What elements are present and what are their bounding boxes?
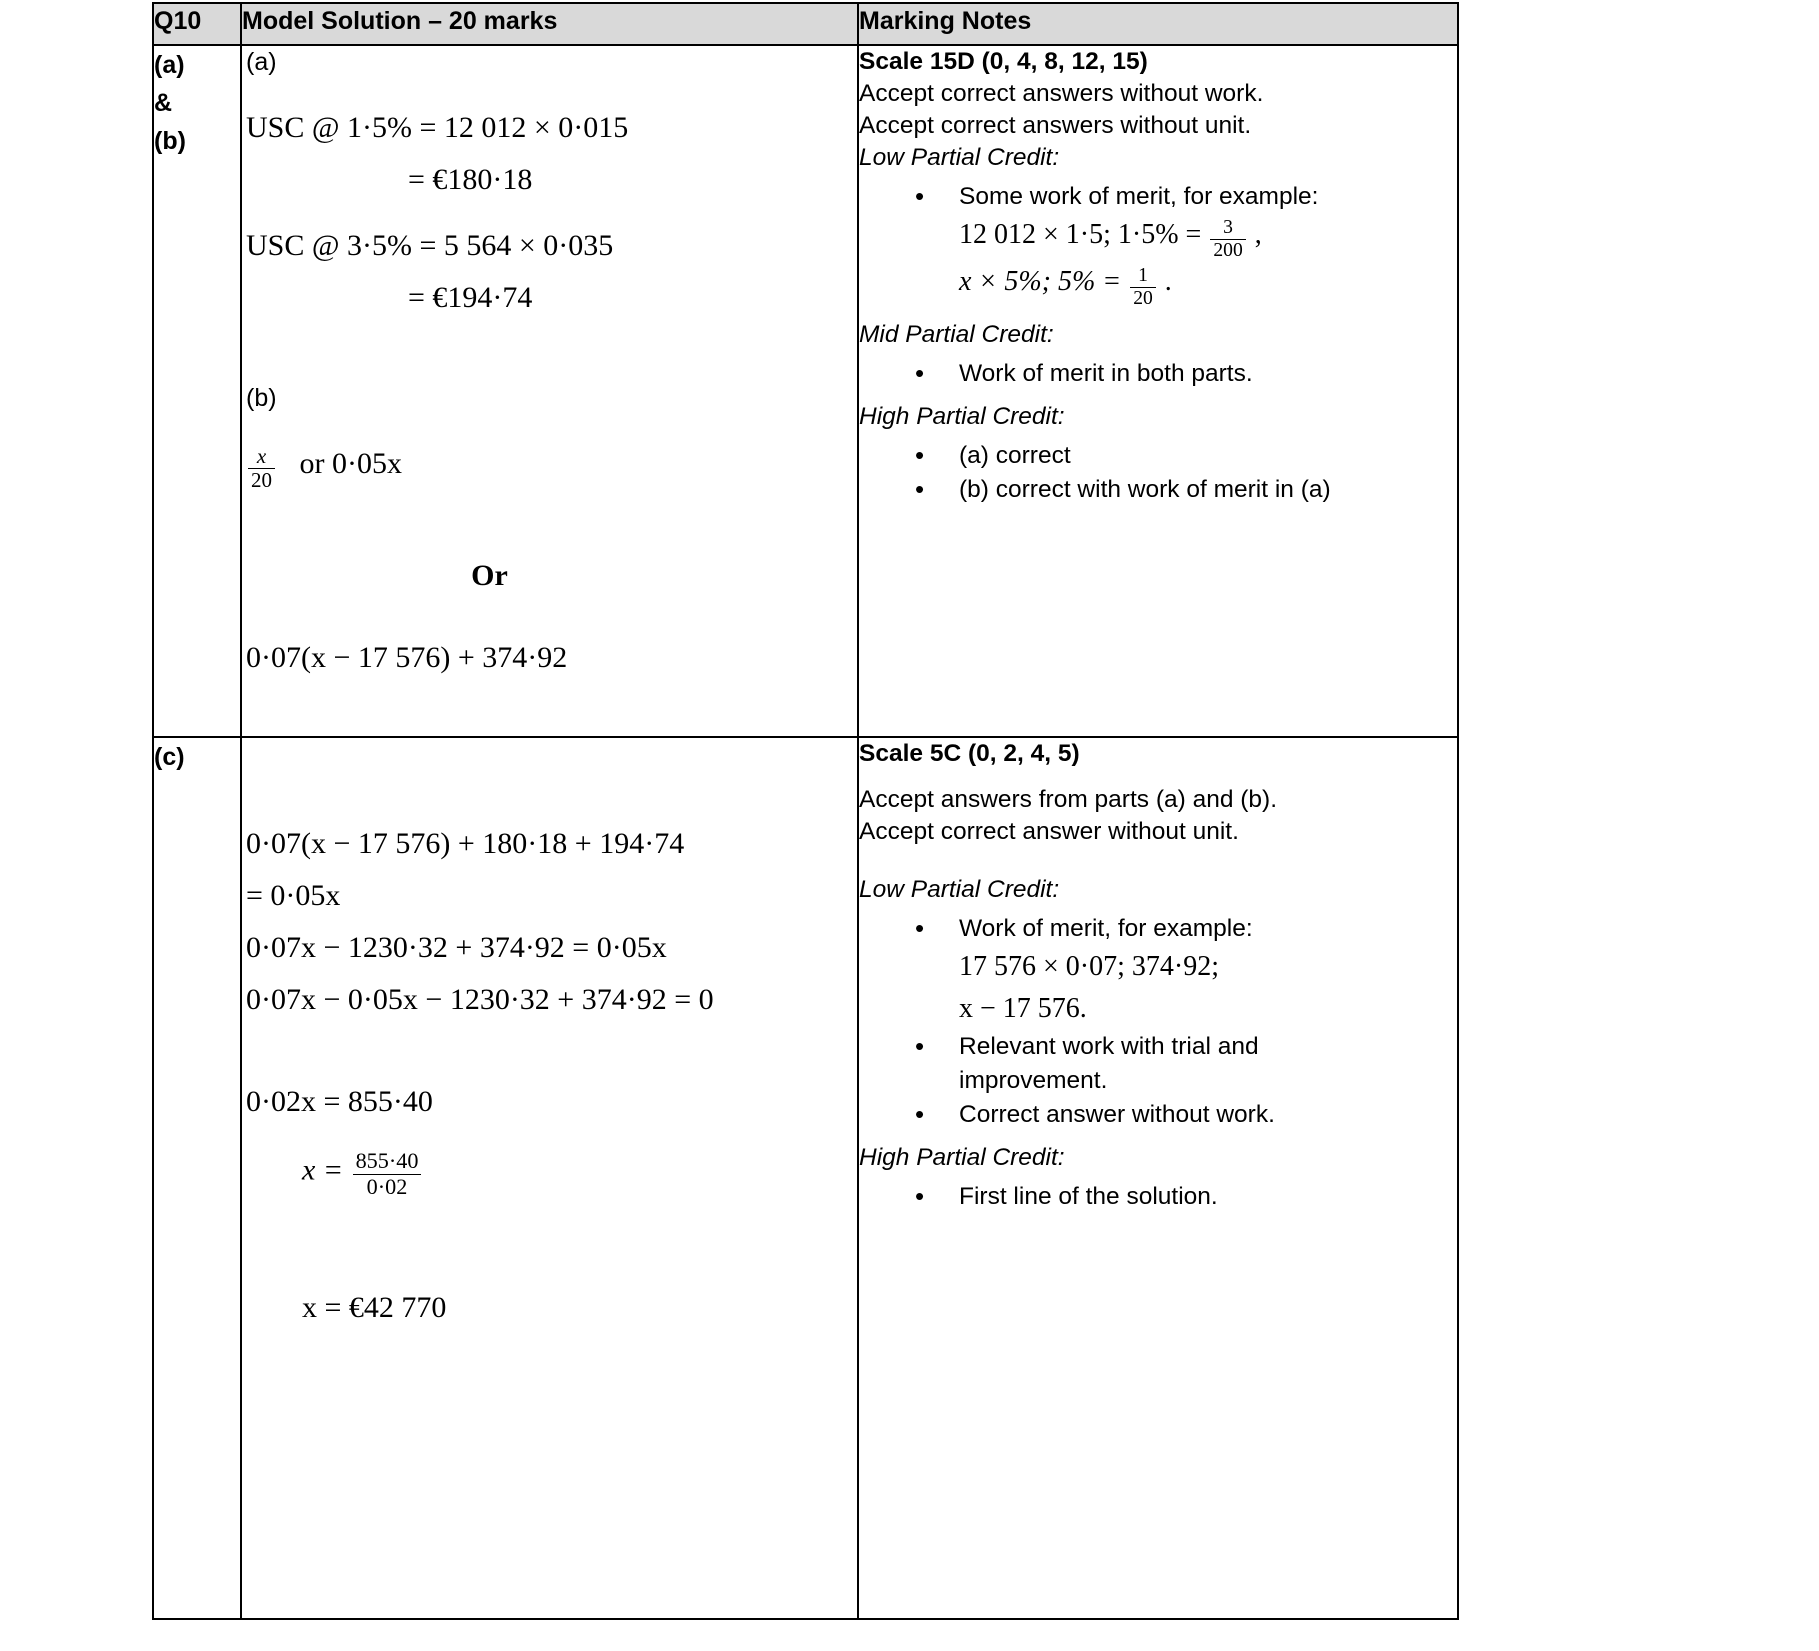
marking-notes-c-cell	[858, 737, 1458, 1619]
notes-c-low-bullet-text-2a: Relevant work with trial and	[959, 1033, 1259, 1060]
solution-line-b-tail-text: or 0·05x	[299, 447, 402, 481]
notes-mid-partial-bullets	[859, 357, 1457, 391]
spacer	[242, 268, 857, 280]
spacer	[242, 594, 857, 640]
notes-c-low-math-line-1: 17 576 × 0·07; 374·92;	[959, 951, 1219, 982]
spacer	[242, 320, 857, 382]
header-marking-notes: Marking Notes	[858, 3, 1458, 45]
fraction-numerator: 1	[1138, 264, 1148, 286]
notes-low-bullet-text: Some work of merit, for example:	[959, 183, 1319, 210]
notes-low-math-2-punct: .	[1164, 266, 1172, 298]
fraction-denominator: 20	[1130, 287, 1156, 309]
notes-high-bullet-text-1: (a) correct	[959, 441, 1071, 469]
notes-low-math-1-punct: ,	[1254, 219, 1262, 250]
header-question-number: Q10	[153, 3, 241, 45]
notes-c-low-partial-heading: Low Partial Credit:	[859, 876, 1060, 903]
list-item	[915, 1180, 1457, 1214]
notes-c-accept-line-1: Accept answers from parts (a) and (b).	[859, 786, 1278, 813]
fraction-denominator: 200	[1210, 239, 1245, 261]
notes-mid-bullet-text: Work of merit in both parts.	[959, 359, 1253, 387]
notes-low-math-line-1: 12 012 × 1·5; 1·5% = $\frac{3}{200}$ ,	[959, 217, 1262, 262]
question-part-c-cell	[153, 737, 241, 1619]
spacer	[859, 770, 1457, 784]
question-part-ab-cell	[153, 45, 241, 737]
spacer	[242, 150, 857, 162]
list-item	[915, 439, 1457, 473]
model-solution-c-cell	[241, 737, 858, 1619]
spacer	[242, 800, 857, 826]
list-item	[915, 180, 1457, 309]
notes-accept-line-1: Accept correct answers without work.	[859, 80, 1264, 107]
fraction-denominator: 20	[248, 468, 275, 491]
solution-c-line-3: 0·07x − 1230·32 + 374·92 = 0·05x	[246, 931, 667, 964]
list-item	[915, 473, 1457, 507]
solution-c-line-6	[302, 1150, 857, 1198]
notes-high-partial-bullets	[859, 439, 1457, 507]
table-row	[153, 45, 1458, 737]
question-part-label-c: (c)	[154, 743, 185, 771]
spacer	[242, 496, 857, 558]
solution-c-line-4: 0·07x − 0·05x − 1230·32 + 374·92 = 0	[246, 983, 714, 1016]
solution-c-final-answer: x = €42 770	[302, 1291, 447, 1325]
fraction-1-over-20	[1130, 266, 1156, 309]
fraction-denominator: 0·02	[353, 1174, 422, 1199]
question-part-label-a: (a)	[154, 51, 185, 79]
solution-c-line-2: = 0·05x	[246, 879, 341, 912]
solution-c-line-6-lhs: x =	[302, 1153, 344, 1187]
spacer	[242, 202, 857, 228]
notes-low-math-line-2: x × 5%; 5% = $\frac{1}{20}$ .	[959, 264, 1172, 309]
spacer	[859, 848, 1457, 874]
spacer	[242, 1022, 857, 1084]
fraction-numerator: 855·40	[355, 1148, 419, 1173]
solution-line-b-expression	[246, 446, 857, 492]
solution-line-usc-35-result: = €194·74	[408, 281, 533, 314]
solution-line-usc-15-result: = €180·18	[408, 163, 533, 196]
spacer	[242, 1202, 857, 1264]
notes-c-high-partial-heading: High Partial Credit:	[859, 1144, 1065, 1171]
spacer	[242, 420, 857, 446]
notes-c-low-math-line-2: x − 17 576.	[959, 993, 1087, 1024]
solution-part-b-label: (b)	[246, 384, 277, 412]
solution-line-usc-35: USC @ 3·5% = 5 564 × 0·035	[246, 229, 614, 262]
fraction-3-over-200	[1210, 218, 1245, 261]
list-item	[915, 912, 1457, 1030]
spacer	[242, 1124, 857, 1150]
list-item	[915, 357, 1457, 391]
solution-part-a-label: (a)	[246, 48, 277, 76]
marking-notes-ab-cell	[858, 45, 1458, 737]
question-part-label-b: (b)	[154, 127, 186, 155]
spacer	[242, 1264, 857, 1290]
notes-c-low-bullet-text-3: Correct answer without work.	[959, 1101, 1275, 1128]
model-solution-ab-cell	[241, 45, 858, 737]
notes-mid-partial-heading: Mid Partial Credit:	[859, 320, 1054, 348]
question-part-label-ampersand: &	[154, 89, 173, 117]
notes-high-bullet-text-2: (b) correct with work of merit in (a)	[959, 475, 1331, 503]
notes-accept-line-2: Accept correct answers without unit.	[859, 112, 1252, 139]
solution-line-usc-15: USC @ 1·5% = 12 012 × 0·015	[246, 111, 629, 144]
notes-c-low-bullet-text-1: Work of merit, for example:	[959, 915, 1253, 942]
notes-high-partial-heading: High Partial Credit:	[859, 402, 1065, 430]
spacer	[242, 970, 857, 982]
solution-c-line-1: 0·07(x − 17 576) + 180·18 + 194·74	[246, 827, 685, 860]
spacer	[242, 866, 857, 878]
spacer	[242, 84, 857, 110]
spacer	[242, 918, 857, 930]
fraction-855-40-over-0-02	[353, 1150, 422, 1198]
solution-line-b-alternative: 0·07(x − 17 576) + 374·92	[246, 640, 568, 674]
marking-scheme-table	[152, 2, 1459, 1620]
notes-low-partial-bullets	[859, 180, 1457, 309]
notes-c-accept-line-2: Accept correct answer without unit.	[859, 818, 1239, 845]
solution-or-separator: Or	[471, 558, 508, 592]
fraction-numerator: 3	[1223, 217, 1233, 239]
notes-scale-c: Scale 5C (0, 2, 4, 5)	[859, 740, 1080, 767]
notes-c-low-bullet-text-2b: improvement.	[959, 1067, 1108, 1094]
notes-low-partial-heading: Low Partial Credit:	[859, 144, 1060, 171]
solution-line-b-tail	[285, 447, 293, 480]
fraction-x-over-20	[248, 446, 275, 492]
list-item	[915, 1030, 1457, 1098]
table-row	[153, 737, 1458, 1619]
notes-c-low-partial-bullets	[859, 912, 1457, 1132]
header-model-solution: Model Solution – 20 marks	[241, 3, 858, 45]
notes-c-high-partial-bullets	[859, 1180, 1457, 1214]
spacer	[242, 738, 857, 800]
notes-scale-ab: Scale 15D (0, 4, 8, 12, 15)	[859, 48, 1148, 75]
fraction-numerator: x	[256, 444, 267, 468]
list-item	[915, 1098, 1457, 1132]
table-header-row	[153, 3, 1458, 45]
solution-c-line-5: 0·02x = 855·40	[246, 1085, 433, 1118]
notes-c-high-bullet-text-1: First line of the solution.	[959, 1183, 1218, 1210]
